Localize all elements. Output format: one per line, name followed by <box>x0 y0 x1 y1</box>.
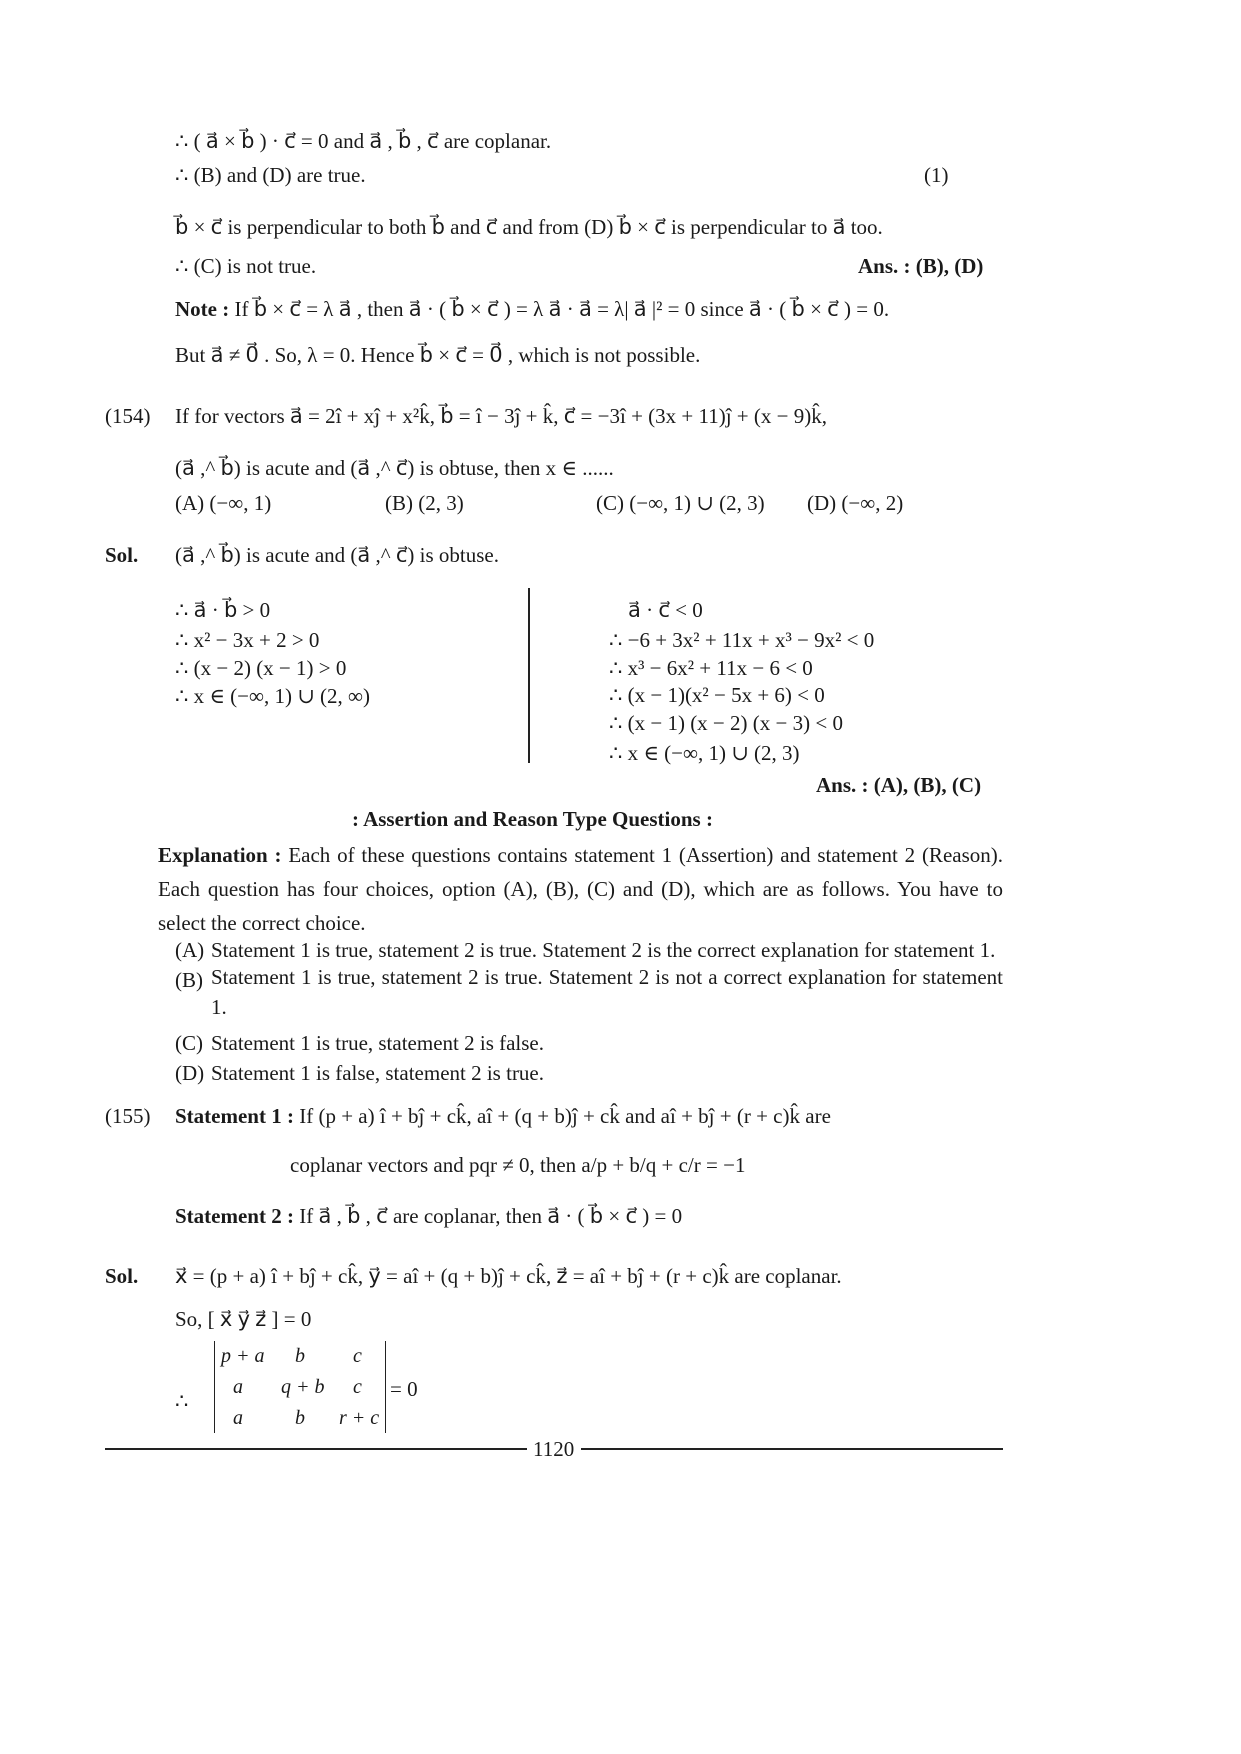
column-divider <box>528 588 530 763</box>
right-step: ∴ −6 + 3x² + 11x + x³ − 9x² < 0 <box>609 628 875 652</box>
step-c-not-true: ∴ (C) is not true. <box>175 254 317 278</box>
option-c: (C) (−∞, 1) ∪ (2, 3) <box>596 491 765 515</box>
explanation-paragraph <box>158 838 1003 940</box>
choice-text: Statement 1 is false, statement 2 is true. <box>211 1061 545 1085</box>
det-cell: a <box>233 1376 243 1398</box>
explanation-label: Explanation : <box>158 843 282 867</box>
statement-1-text: If (p + a) î + bĵ + ck̂, aî + (q + b)ĵ + ck̂ and aî + bĵ + (r + c)k̂ are <box>299 1104 831 1128</box>
section-heading: : Assertion and Reason Type Questions : <box>352 807 713 831</box>
det-cell: c <box>353 1376 362 1398</box>
note-text: If b⃗ × c⃗ = λ a⃗ , then a⃗ · ( b⃗ × c⃗ ) = λ a⃗ · a⃗ = λ| a⃗ |² = 0 since a⃗ · ( b⃗ × c⃗ ) = 0. <box>234 297 890 321</box>
option-b: (B) (2, 3) <box>385 491 464 515</box>
choice-key: (D) <box>175 1061 205 1085</box>
statement-2 <box>175 1203 682 1229</box>
but-line: But a⃗ ≠ 0⃗ . So, λ = 0. Hence b⃗ × c⃗ = 0⃗ , which is not possible. <box>175 343 701 367</box>
choice-text: Statement 1 is true, statement 2 is true. Statement 2 is the correct explanation for statement 1. <box>211 938 996 962</box>
step-coplanar: ∴ ( a⃗ × b⃗ ) · c⃗ = 0 and a⃗ , b⃗ , c⃗ are coplanar. <box>175 129 552 153</box>
det-cell: a <box>233 1407 243 1429</box>
footer-rule-left <box>105 1448 527 1450</box>
question-154-line2: (a⃗ ,^ b⃗) is acute and (a⃗ ,^ c⃗) is obtuse, then x ∈ ...... <box>175 456 614 480</box>
right-step: ∴ x ∈ (−∞, 1) ∪ (2, 3) <box>609 741 800 765</box>
box-product-zero: So, [ x⃗ y⃗ z⃗ ] = 0 <box>175 1307 312 1331</box>
page-number: 1120 <box>533 1437 575 1461</box>
question-number-154: (154) <box>105 404 151 428</box>
right-step: ∴ x³ − 6x² + 11x − 6 < 0 <box>609 656 813 680</box>
statement-1-label: Statement 1 : <box>175 1104 294 1128</box>
det-cell: p + a <box>221 1345 265 1367</box>
statement-1 <box>175 1103 831 1129</box>
left-step: ∴ a⃗ · b⃗ > 0 <box>175 598 271 622</box>
explanation-text: Each of these questions contains statement 1 (Assertion) and statement 2 (Reason). Each question has four choices, option (A), (B), (C) and (D), which are as follows. You have to select the correct choice. <box>158 843 1003 935</box>
det-cell: b <box>295 1345 305 1367</box>
left-step: ∴ (x − 2) (x − 1) > 0 <box>175 656 347 680</box>
option-d: (D) (−∞, 2) <box>807 491 904 515</box>
question-number-155: (155) <box>105 1104 151 1128</box>
note-label: Note : <box>175 297 230 321</box>
right-step: ∴ (x − 1)(x² − 5x + 6) < 0 <box>609 683 825 707</box>
choice-key: (C) <box>175 1031 203 1055</box>
det-cell: r + c <box>339 1407 380 1429</box>
determinant-rhs: = 0 <box>390 1377 418 1401</box>
sol-154-intro: (a⃗ ,^ b⃗) is acute and (a⃗ ,^ c⃗) is obtuse. <box>175 543 500 567</box>
statement-1-continued: coplanar vectors and pqr ≠ 0, then a/p + b/q + c/r = −1 <box>290 1153 746 1177</box>
footer-rule-right <box>581 1448 1003 1450</box>
det-cell: c <box>353 1345 362 1367</box>
sol-label-155: Sol. <box>105 1264 139 1288</box>
sol-label-154: Sol. <box>105 543 139 567</box>
determinant <box>214 1341 386 1433</box>
statement-2-label: Statement 2 : <box>175 1204 294 1228</box>
option-a: (A) (−∞, 1) <box>175 491 272 515</box>
right-step: ∴ (x − 1) (x − 2) (x − 3) < 0 <box>609 711 843 735</box>
left-step: ∴ x ∈ (−∞, 1) ∪ (2, ∞) <box>175 684 371 708</box>
sol-155-vectors: x⃗ = (p + a) î + bĵ + ck̂, y⃗ = aî + (q + b)ĵ + ck̂, z⃗ = aî + bĵ + (r + c)k̂ are coplanar. <box>175 1264 842 1288</box>
answer-154: Ans. : (A), (B), (C) <box>816 773 982 797</box>
statement-2-text: If a⃗ , b⃗ , c⃗ are coplanar, then a⃗ · ( b⃗ × c⃗ ) = 0 <box>299 1204 683 1228</box>
answer-153: Ans. : (B), (D) <box>858 254 984 278</box>
det-cell: b <box>295 1407 305 1429</box>
note-line <box>175 296 889 322</box>
question-154-line1: If for vectors a⃗ = 2î + xĵ + x²k̂, b⃗ = î − 3ĵ + k̂, c⃗ = −3î + (3x + 11)ĵ + (x − 9)k̂, <box>175 404 827 428</box>
right-step: a⃗ · c⃗ < 0 <box>628 598 703 622</box>
choice-text: Statement 1 is true, statement 2 is true. Statement 2 is not a correct explanation for statement 1. <box>211 965 1003 1019</box>
det-cell: q + b <box>281 1376 325 1398</box>
left-step: ∴ x² − 3x + 2 > 0 <box>175 628 320 652</box>
equation-number: (1) <box>924 163 949 187</box>
therefore-symbol: ∴ <box>175 1389 189 1413</box>
choice-key: (B) <box>175 968 203 992</box>
choice-text: Statement 1 is true, statement 2 is false. <box>211 1031 545 1055</box>
choice-key: (A) <box>175 938 205 962</box>
perpendicular-statement: b⃗ × c⃗ is perpendicular to both b⃗ and c⃗ and from (D) b⃗ × c⃗ is perpendicular to a⃗ too. <box>175 215 883 239</box>
step-b-d-true: ∴ (B) and (D) are true. <box>175 163 366 187</box>
